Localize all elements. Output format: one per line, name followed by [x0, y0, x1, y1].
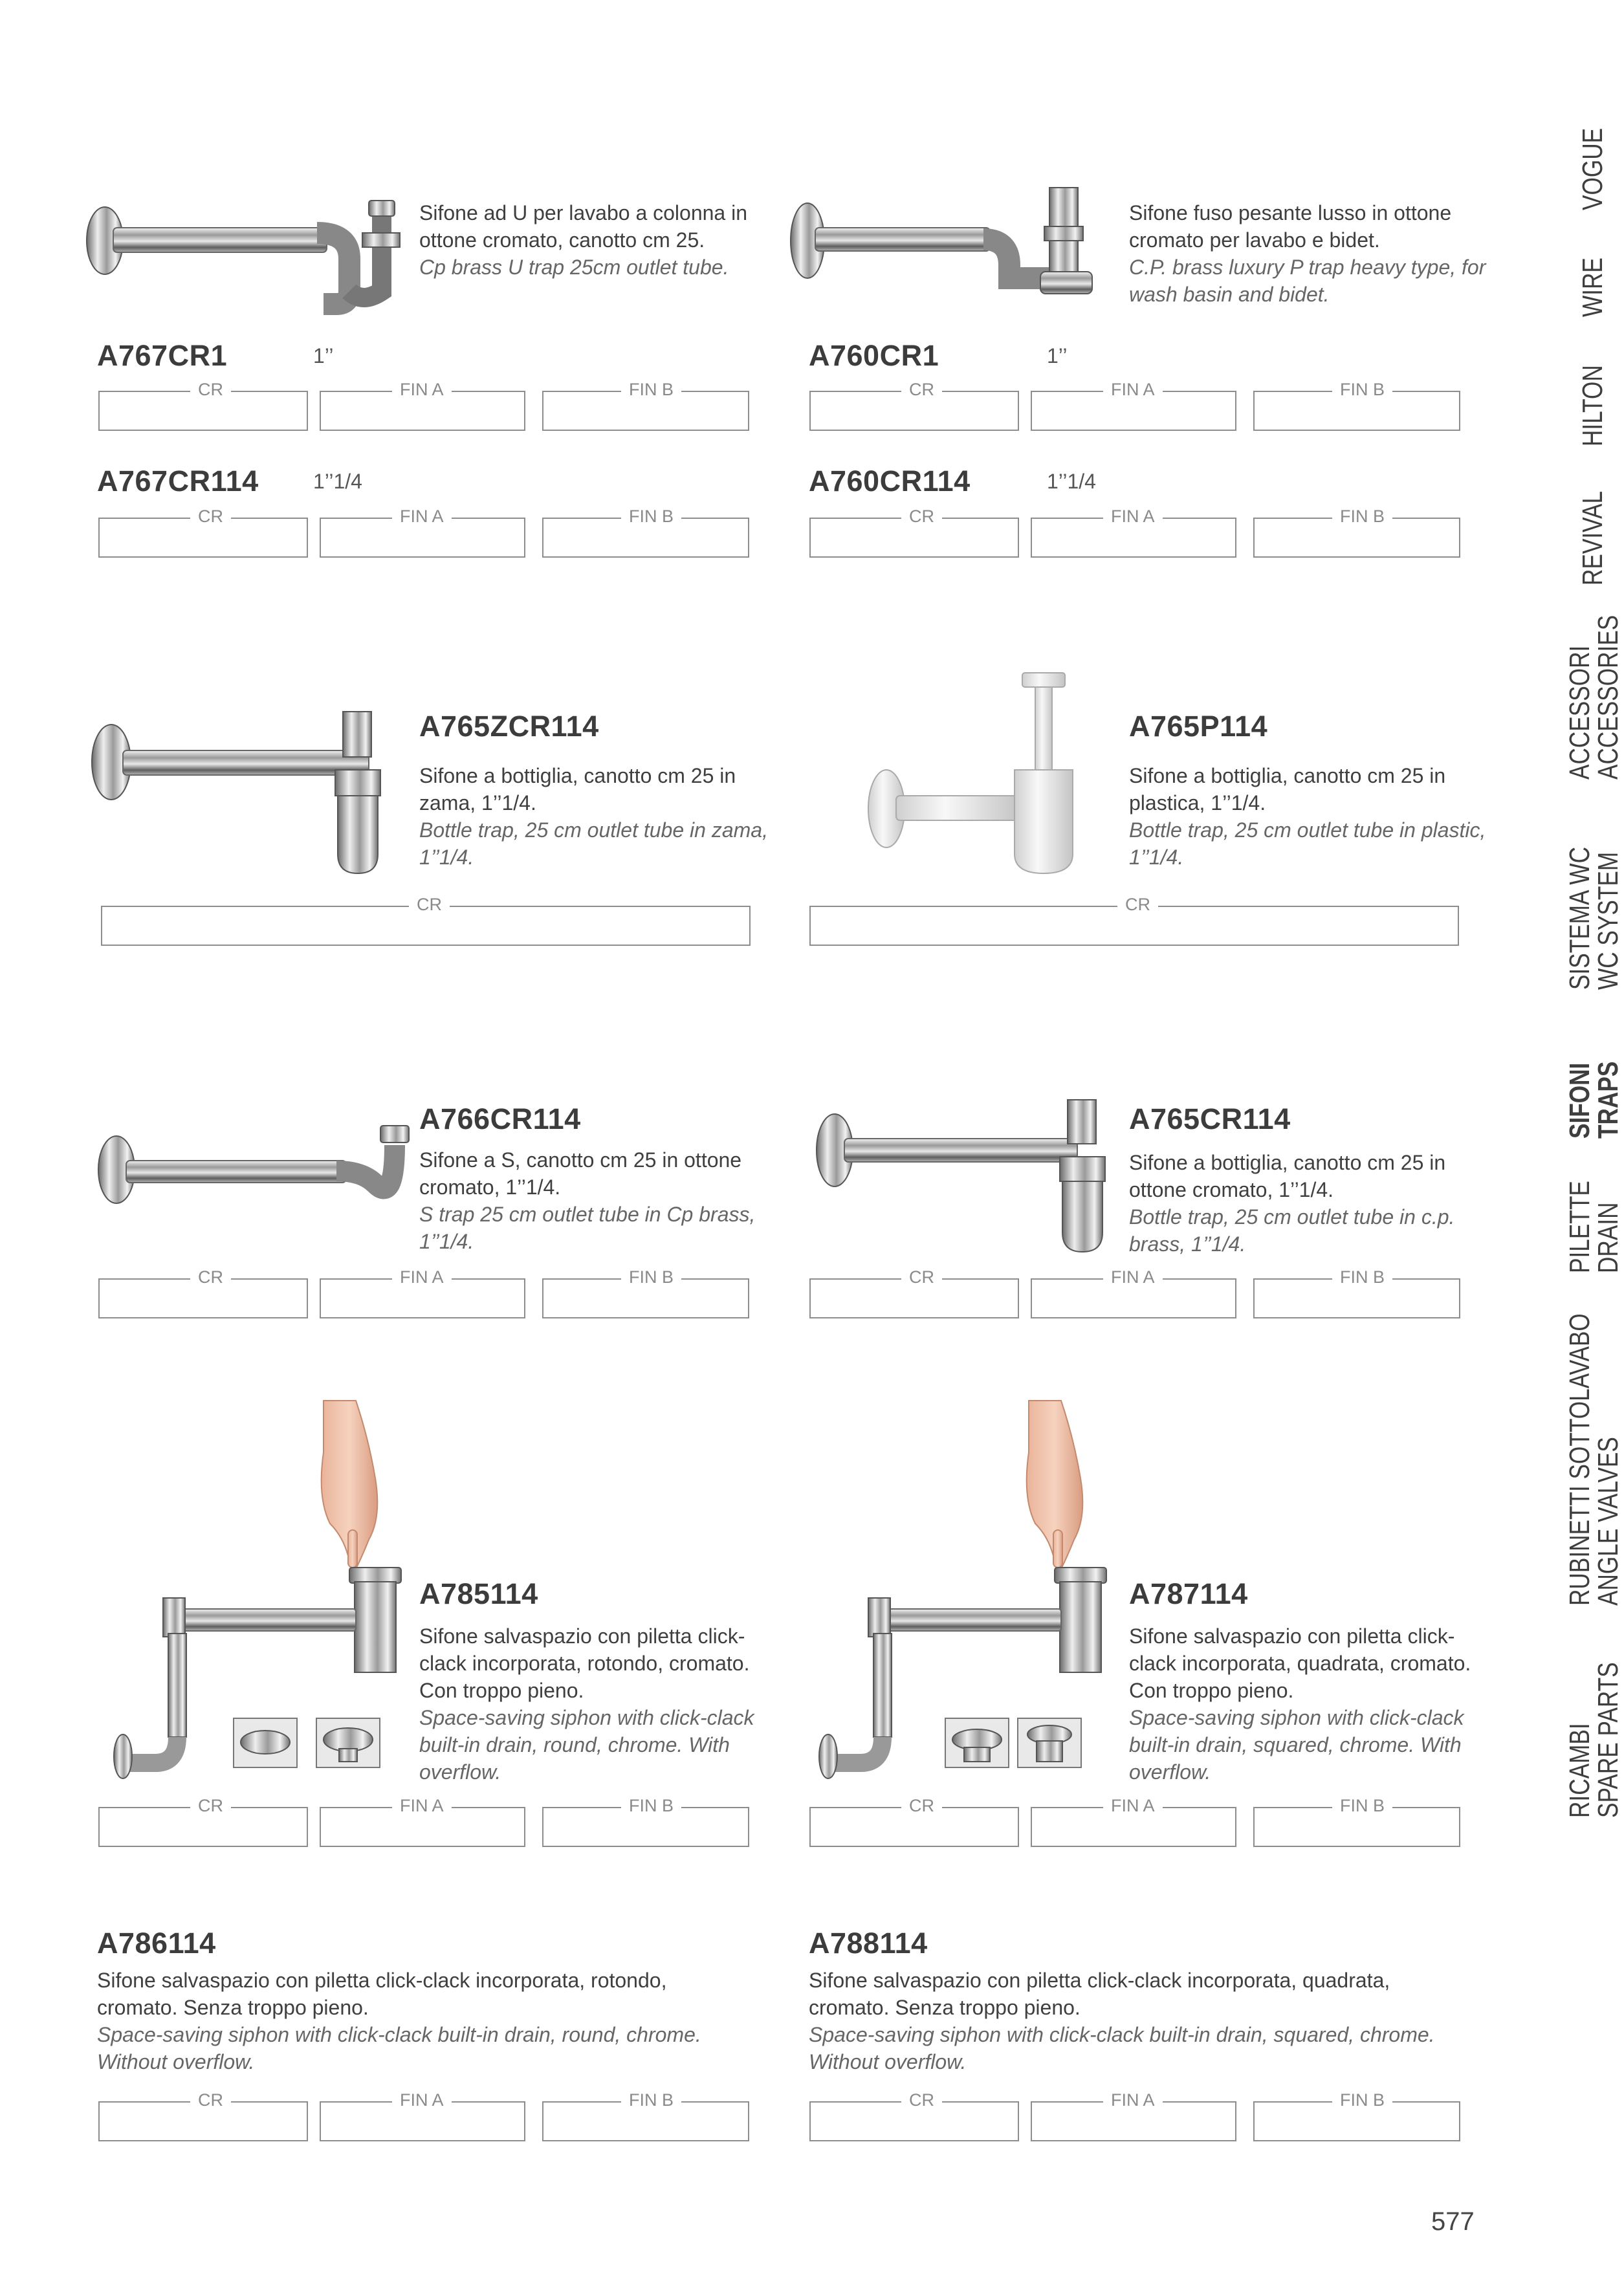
a760-description	[1129, 199, 1491, 308]
cr-label: CR	[901, 1796, 942, 1815]
a760cr114-size: 1’’1/4	[1047, 470, 1096, 493]
nav-sistema-label: SISTEMA WC	[1564, 847, 1596, 990]
nav-revival-label: REVIVAL	[1577, 490, 1608, 585]
a767cr1-fin-a-field[interactable]	[320, 380, 525, 431]
nav-pilette-label: PILETTE	[1564, 1181, 1596, 1273]
page-number: 577	[1431, 2207, 1475, 2236]
a765z-desc-it: Sifone a bottiglia, canotto cm 25 in zama, 1’’1/4.	[419, 764, 736, 815]
a760cr114-fin-b-field[interactable]	[1253, 507, 1460, 558]
a766-desc-en: S trap 25 cm outlet tube in Cp brass, 1’’1/4.	[419, 1203, 756, 1253]
nav-spare-parts-label: SPARE PARTS	[1592, 1662, 1624, 1818]
a760cr114-fin-a-field[interactable]	[1031, 507, 1236, 558]
a765cr114-code: A765CR114	[1129, 1102, 1291, 1135]
bottle-trap-brass-image	[809, 1100, 1119, 1255]
cr-label: CR	[190, 1267, 231, 1287]
a767cr1-size: 1’’	[313, 344, 334, 367]
fin-a-label: FIN A	[1103, 507, 1163, 526]
nav-hilton[interactable]	[1579, 345, 1607, 446]
a785114-cr-field[interactable]	[98, 1796, 308, 1847]
fin-b-label: FIN B	[621, 1267, 681, 1287]
a765p114-code: A765P114	[1129, 710, 1268, 743]
cr-label: CR	[409, 895, 450, 914]
a760-desc-it: Sifone fuso pesante lusso in ottone cromato per lavabo e bidet.	[1129, 201, 1452, 252]
fin-a-label: FIN A	[1103, 1267, 1163, 1287]
a786-desc-it: Sifone salvaspazio con piletta click-clack incorporata, rotondo, cromato. Senza troppo pieno.	[97, 1969, 667, 2019]
a765p114-cr-field[interactable]	[809, 895, 1459, 946]
a765cr-description	[1129, 1149, 1491, 1258]
a787114-cr-field[interactable]	[809, 1796, 1019, 1847]
a767cr1-fin-b-field[interactable]	[542, 380, 749, 431]
a767-description	[419, 199, 782, 281]
a765p-desc-en: Bottle trap, 25 cm outlet tube in plastic, 1’’1/4.	[1129, 818, 1486, 869]
nav-rubinetti[interactable]	[1566, 1240, 1623, 1606]
fin-b-label: FIN B	[621, 2090, 681, 2110]
round-drain-thumb-1	[233, 1718, 298, 1768]
a760cr1-fin-a-field[interactable]	[1031, 380, 1236, 431]
nav-sifoni[interactable]	[1566, 1042, 1623, 1139]
a787-desc-it: Sifone salvaspazio con piletta click-clack incorporata, quadrata, cromato. Con troppo pieno.	[1129, 1624, 1471, 1702]
nav-rubinetti-label: RUBINETTI SOTTOLAVABO	[1564, 1313, 1596, 1606]
a787114-code: A787114	[1129, 1577, 1248, 1610]
nav-angle-valves-label: ANGLE VALVES	[1592, 1437, 1624, 1606]
fin-b-label: FIN B	[1332, 2090, 1392, 2110]
a767-desc-en: Cp brass U trap 25cm outlet tube.	[419, 256, 729, 279]
nav-drain-label: DRAIN	[1592, 1202, 1624, 1273]
nav-accessori-label: ACCESSORI	[1564, 645, 1596, 780]
fin-b-label: FIN B	[621, 507, 681, 526]
a788-description	[809, 1967, 1462, 2075]
a766-description	[419, 1146, 782, 1255]
a765p-desc-it: Sifone a bottiglia, canotto cm 25 in plastica, 1’’1/4.	[1129, 764, 1446, 815]
a765cr-desc-it: Sifone a bottiglia, canotto cm 25 in ottone cromato, 1’’1/4.	[1129, 1151, 1446, 1201]
nav-ricambi[interactable]	[1566, 1623, 1623, 1818]
nav-wire[interactable]	[1579, 243, 1607, 317]
a765z-desc-en: Bottle trap, 25 cm outlet tube in zama, 1’’1/4.	[419, 818, 768, 869]
nav-ricambi-label: RICAMBI	[1564, 1723, 1596, 1818]
cr-label: CR	[901, 1267, 942, 1287]
p-trap-image	[783, 181, 1093, 298]
fin-b-label: FIN B	[1332, 380, 1392, 399]
round-drain-thumb-2	[316, 1718, 380, 1768]
a788114-code: A788114	[809, 1927, 928, 1960]
a767-desc-it: Sifone ad U per lavabo a colonna in ottone cromato, canotto cm 25.	[419, 201, 748, 252]
a785-description	[419, 1623, 782, 1786]
a760cr1-code: A760CR1	[809, 339, 939, 372]
cr-label: CR	[901, 380, 942, 399]
a767cr114-code: A767CR114	[97, 465, 259, 497]
a765zcr114-code: A765ZCR114	[419, 710, 599, 743]
a767cr1-cr-field[interactable]	[98, 380, 308, 431]
a785-desc-en: Space-saving siphon with click-clack built-in drain, round, chrome. With overflow.	[419, 1706, 754, 1784]
cr-label: CR	[1117, 895, 1158, 914]
a760cr1-fin-b-field[interactable]	[1253, 380, 1460, 431]
a786-description	[97, 1967, 751, 2075]
nav-accessories-label: ACCESSORIES	[1592, 615, 1624, 780]
fin-a-label: FIN A	[392, 2090, 452, 2110]
nav-wc-system-label: WC SYSTEM	[1592, 851, 1624, 990]
fin-b-label: FIN B	[1332, 1796, 1392, 1815]
a788114-fin-b-field[interactable]	[1253, 2090, 1460, 2141]
a765p-description	[1129, 762, 1491, 871]
a767cr114-size: 1’’1/4	[313, 470, 362, 493]
nav-traps-label: TRAPS	[1592, 1061, 1624, 1139]
cr-label: CR	[190, 2090, 231, 2110]
a767cr114-fin-a-field[interactable]	[320, 507, 525, 558]
a767cr1-code: A767CR1	[97, 339, 228, 372]
u-trap-image	[78, 194, 401, 311]
a787-desc-en: Space-saving siphon with click-clack built-in drain, squared, chrome. With overflow.	[1129, 1706, 1464, 1784]
fin-a-label: FIN A	[392, 1267, 452, 1287]
fin-a-label: FIN A	[1103, 2090, 1163, 2110]
a785114-code: A785114	[419, 1577, 538, 1610]
a786114-cr-field[interactable]	[98, 2090, 308, 2141]
fin-b-label: FIN B	[1332, 1267, 1392, 1287]
s-trap-image	[91, 1119, 414, 1229]
cr-label: CR	[190, 380, 231, 399]
a788114-fin-a-field[interactable]	[1031, 2090, 1236, 2141]
a786-desc-en: Space-saving siphon with click-clack built-in drain, round, chrome. Without overflow.	[97, 2023, 701, 2073]
fin-a-label: FIN A	[392, 1796, 452, 1815]
a766cr114-code: A766CR114	[419, 1102, 581, 1135]
a788-desc-en: Space-saving siphon with click-clack built-in drain, squared, chrome. Without overflow.	[809, 2023, 1435, 2073]
cr-label: CR	[901, 2090, 942, 2110]
a766cr114-cr-field[interactable]	[98, 1267, 308, 1318]
fin-a-label: FIN A	[392, 507, 452, 526]
a785-desc-it: Sifone salvaspazio con piletta click-clack incorporata, rotondo, cromato. Con troppo pieno.	[419, 1624, 750, 1702]
fin-a-label: FIN A	[1103, 380, 1163, 399]
fin-b-label: FIN B	[621, 1796, 681, 1815]
a765cr114-fin-a-field[interactable]	[1031, 1267, 1236, 1318]
nav-sistema-wc[interactable]	[1566, 811, 1623, 990]
a760cr114-code: A760CR114	[809, 465, 971, 497]
a765cr114-cr-field[interactable]	[809, 1267, 1019, 1318]
a766-desc-it: Sifone a S, canotto cm 25 in ottone cromato, 1’’1/4.	[419, 1148, 742, 1199]
a765cr114-fin-b-field[interactable]	[1253, 1267, 1460, 1318]
a785114-fin-a-field[interactable]	[320, 1796, 525, 1847]
nav-vogue[interactable]	[1579, 107, 1607, 210]
a760cr1-cr-field[interactable]	[809, 380, 1019, 431]
a786114-fin-b-field[interactable]	[542, 2090, 749, 2141]
nav-hilton-label: HILTON	[1577, 365, 1608, 446]
a785114-fin-b-field[interactable]	[542, 1796, 749, 1847]
a765z-description	[419, 762, 782, 871]
nav-sifoni-label: SIFONI	[1564, 1062, 1596, 1139]
a767cr114-fin-b-field[interactable]	[542, 507, 749, 558]
a787-description	[1129, 1623, 1491, 1786]
a765cr-desc-en: Bottle trap, 25 cm outlet tube in c.p. brass, 1’’1/4.	[1129, 1205, 1455, 1256]
nav-vogue-label: VOGUE	[1577, 127, 1608, 210]
squared-drain-thumb-2	[1017, 1718, 1082, 1768]
cr-label: CR	[190, 507, 231, 526]
cr-label: CR	[190, 1796, 231, 1815]
bottle-trap-plastic-image	[861, 673, 1093, 880]
bottle-trap-zama-image	[84, 712, 408, 880]
squared-drain-thumb-1	[945, 1718, 1009, 1768]
a787114-fin-b-field[interactable]	[1253, 1796, 1460, 1847]
a760cr114-cr-field[interactable]	[809, 507, 1019, 558]
fin-a-label: FIN A	[1103, 1796, 1163, 1815]
a765zcr114-cr-field[interactable]	[101, 895, 751, 946]
a760-desc-en: C.P. brass luxury P trap heavy type, for wash basin and bidet.	[1129, 256, 1486, 306]
a766cr114-fin-b-field[interactable]	[542, 1267, 749, 1318]
a767cr114-cr-field[interactable]	[98, 507, 308, 558]
a788-desc-it: Sifone salvaspazio con piletta click-clack incorporata, quadrata, cromato. Senza troppo pieno.	[809, 1969, 1390, 2019]
a760cr1-size: 1’’	[1047, 344, 1068, 367]
fin-b-label: FIN B	[621, 380, 681, 399]
nav-wire-label: WIRE	[1577, 257, 1608, 317]
a788114-cr-field[interactable]	[809, 2090, 1019, 2141]
a766cr114-fin-a-field[interactable]	[320, 1267, 525, 1318]
fin-a-label: FIN A	[392, 380, 452, 399]
a787114-fin-a-field[interactable]	[1031, 1796, 1236, 1847]
nav-accessori[interactable]	[1566, 574, 1623, 780]
a786114-fin-a-field[interactable]	[320, 2090, 525, 2141]
nav-revival[interactable]	[1579, 467, 1607, 585]
cr-label: CR	[901, 507, 942, 526]
a786114-code: A786114	[97, 1927, 216, 1960]
fin-b-label: FIN B	[1332, 507, 1392, 526]
